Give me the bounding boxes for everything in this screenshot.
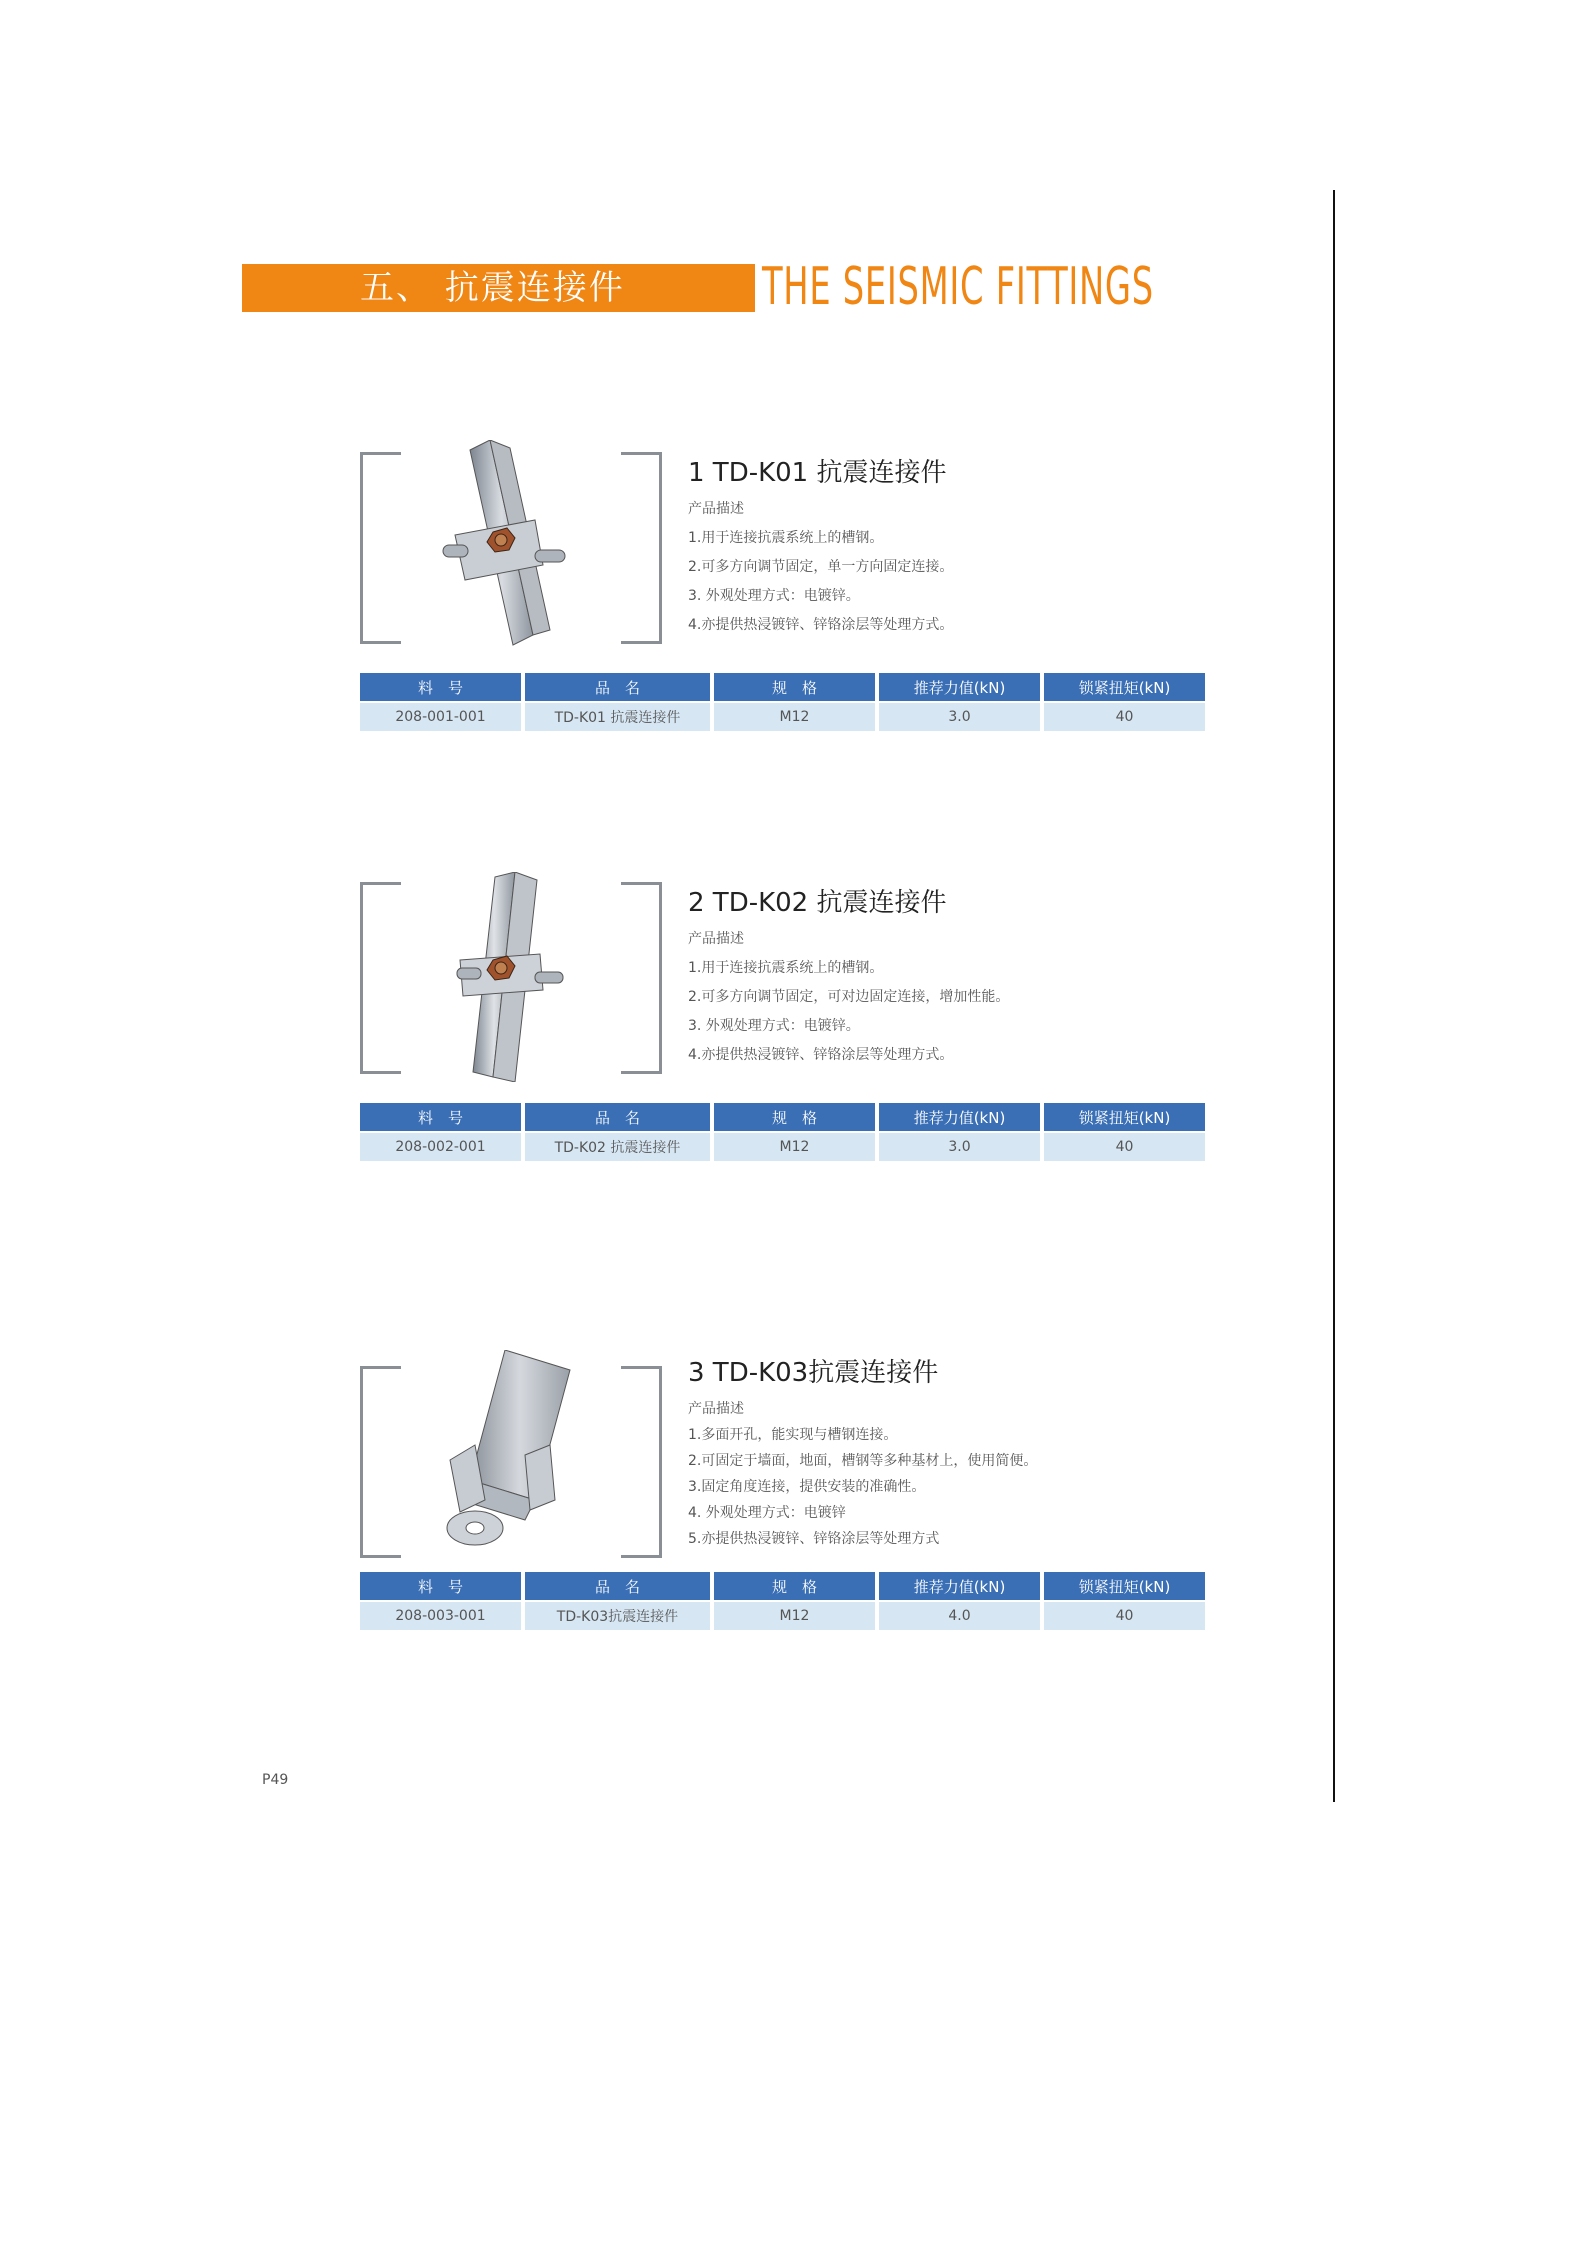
col-header-spec: 规 格 <box>714 1572 875 1602</box>
cell-spec: M12 <box>714 703 875 731</box>
cell-part-no: 208-003-001 <box>360 1602 521 1630</box>
image-bracket-right <box>621 1366 662 1558</box>
spec-table-header <box>360 1572 1205 1602</box>
col-header-spec: 规 格 <box>714 1103 875 1133</box>
table-row <box>360 1602 1205 1630</box>
col-header-torque: 锁紧扭矩(kN) <box>1044 1572 1205 1602</box>
cell-force: 4.0 <box>879 1602 1040 1630</box>
desc-line: 3. 外观处理方式：电镀锌。 <box>688 588 860 604</box>
spec-table-header <box>360 673 1205 703</box>
desc-line: 2.可固定于墙面，地面，槽钢等多种基材上，使用简便。 <box>688 1453 1038 1469</box>
col-header-part-no: 料 号 <box>360 673 521 703</box>
product-image-td-k02 <box>415 872 605 1082</box>
product-title: 1 TD-K01 抗震连接件 <box>688 458 947 488</box>
desc-line: 2.可多方向调节固定，可对边固定连接，增加性能。 <box>688 989 1010 1005</box>
spec-table <box>356 1103 1209 1161</box>
page-number: P49 <box>262 1772 289 1788</box>
desc-line: 1.多面开孔，能实现与槽钢连接。 <box>688 1427 898 1443</box>
product-description <box>688 498 953 643</box>
desc-line: 4. 外观处理方式：电镀锌 <box>688 1505 846 1521</box>
col-header-name: 品 名 <box>525 673 710 703</box>
desc-heading: 产品描述 <box>688 501 744 517</box>
col-header-torque: 锁紧扭矩(kN) <box>1044 1103 1205 1133</box>
product-description <box>688 1398 1037 1554</box>
page-divider-line <box>1333 190 1335 1802</box>
section-title-en: THE SEISMIC FITTINGS <box>762 257 1154 317</box>
cell-force: 3.0 <box>879 703 1040 731</box>
product-image-td-k03 <box>415 1350 605 1555</box>
col-header-part-no: 料 号 <box>360 1572 521 1602</box>
product-title: 3 TD-K03抗震连接件 <box>688 1358 939 1388</box>
cell-part-no: 208-001-001 <box>360 703 521 731</box>
cell-spec: M12 <box>714 1133 875 1161</box>
spec-table-header <box>360 1103 1205 1133</box>
cell-name: TD-K02 抗震连接件 <box>525 1133 710 1161</box>
product-description <box>688 928 1009 1073</box>
desc-line: 1.用于连接抗震系统上的槽钢。 <box>688 960 884 976</box>
col-header-force: 推荐力值(kN) <box>879 1572 1040 1602</box>
desc-line: 1.用于连接抗震系统上的槽钢。 <box>688 530 884 546</box>
cell-part-no: 208-002-001 <box>360 1133 521 1161</box>
product-title: 2 TD-K02 抗震连接件 <box>688 888 947 918</box>
product-image-td-k01 <box>415 440 605 650</box>
table-row <box>360 703 1205 731</box>
cell-name: TD-K01 抗震连接件 <box>525 703 710 731</box>
spec-table <box>356 1572 1209 1630</box>
col-header-spec: 规 格 <box>714 673 875 703</box>
cell-spec: M12 <box>714 1602 875 1630</box>
desc-line: 2.可多方向调节固定，单一方向固定连接。 <box>688 559 954 575</box>
table-row <box>360 1133 1205 1161</box>
spec-table <box>356 673 1209 731</box>
desc-line: 4.亦提供热浸镀锌、锌铬涂层等处理方式。 <box>688 617 954 633</box>
desc-heading: 产品描述 <box>688 931 744 947</box>
cell-torque: 40 <box>1044 1133 1205 1161</box>
desc-line: 3. 外观处理方式：电镀锌。 <box>688 1018 860 1034</box>
cell-torque: 40 <box>1044 1602 1205 1630</box>
desc-line: 3.固定角度连接，提供安装的准确性。 <box>688 1479 926 1495</box>
col-header-force: 推荐力值(kN) <box>879 673 1040 703</box>
col-header-part-no: 料 号 <box>360 1103 521 1133</box>
col-header-force: 推荐力值(kN) <box>879 1103 1040 1133</box>
desc-heading: 产品描述 <box>688 1401 744 1417</box>
col-header-name: 品 名 <box>525 1103 710 1133</box>
image-bracket-left <box>360 1366 401 1558</box>
image-bracket-right <box>621 452 662 644</box>
cell-force: 3.0 <box>879 1133 1040 1161</box>
desc-line: 4.亦提供热浸镀锌、锌铬涂层等处理方式。 <box>688 1047 954 1063</box>
cell-name: TD-K03抗震连接件 <box>525 1602 710 1630</box>
section-title-cn: 五、 抗震连接件 <box>360 268 625 308</box>
image-bracket-left <box>360 882 401 1074</box>
col-header-torque: 锁紧扭矩(kN) <box>1044 673 1205 703</box>
image-bracket-left <box>360 452 401 644</box>
cell-torque: 40 <box>1044 703 1205 731</box>
desc-line: 5.亦提供热浸镀锌、锌铬涂层等处理方式 <box>688 1531 940 1547</box>
image-bracket-right <box>621 882 662 1074</box>
col-header-name: 品 名 <box>525 1572 710 1602</box>
